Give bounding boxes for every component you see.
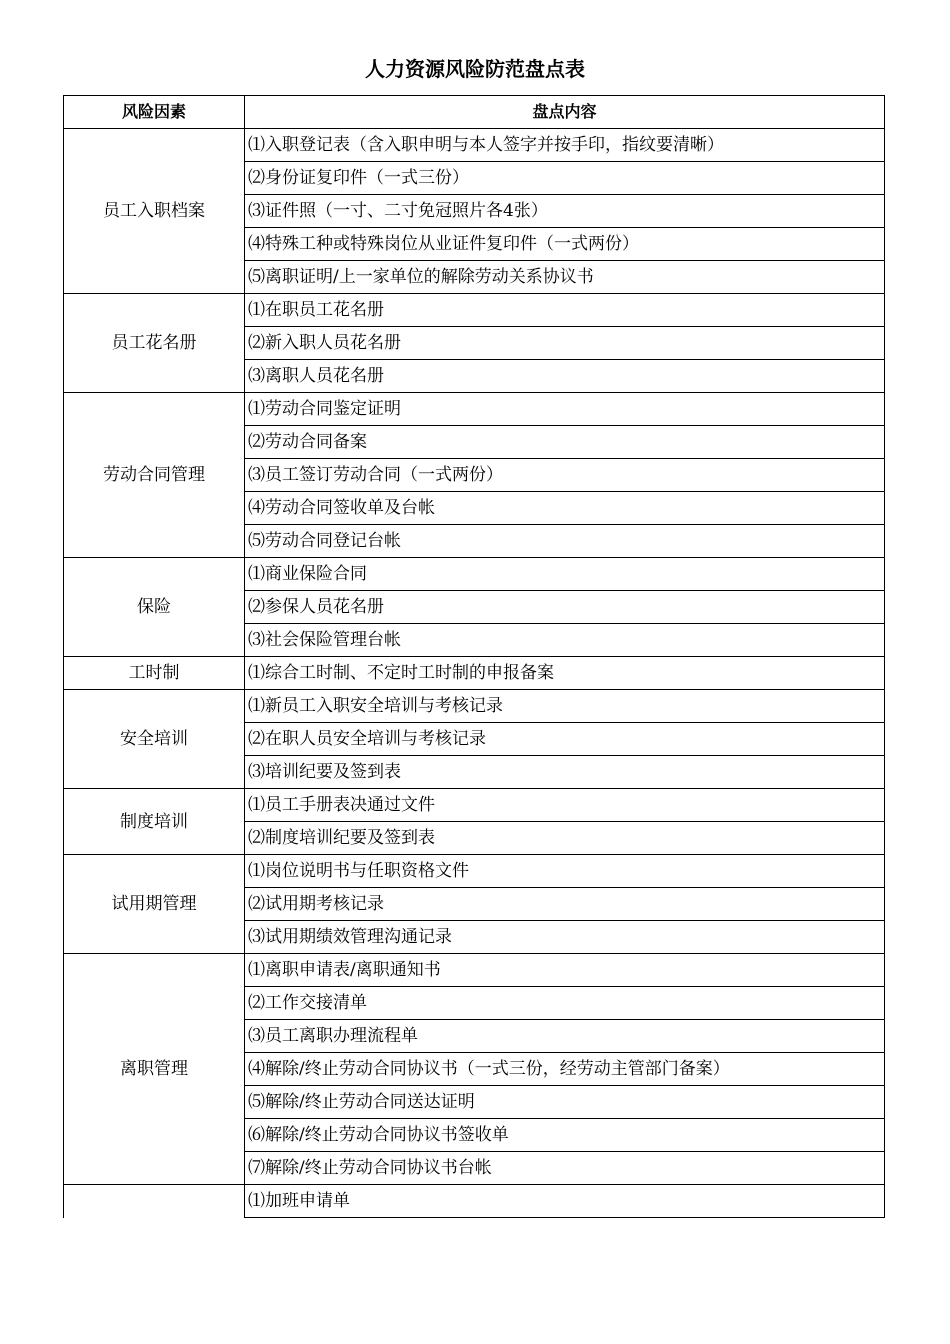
inventory-item-cell: ⑴离职申请表/离职通知书 xyxy=(245,954,885,987)
risk-factor-cell: 保险 xyxy=(64,558,245,657)
inventory-item-cell: ⑷解除/终止劳动合同协议书（一式三份，经劳动主管部门备案） xyxy=(245,1053,885,1086)
inventory-item-cell: ⑶离职人员花名册 xyxy=(245,360,885,393)
risk-inventory-table xyxy=(63,95,885,1218)
inventory-item-cell: ⑴综合工时制、不定时工时制的申报备案 xyxy=(245,657,885,690)
inventory-item-cell: ⑵在职人员安全培训与考核记录 xyxy=(245,723,885,756)
inventory-item-cell: ⑴入职登记表（含入职申明与本人签字并按手印，指纹要清晰） xyxy=(245,129,885,162)
table-row xyxy=(64,558,885,591)
header-inventory-content: 盘点内容 xyxy=(245,96,885,129)
table-row xyxy=(64,954,885,987)
inventory-item-cell: ⑵劳动合同备案 xyxy=(245,426,885,459)
header-row xyxy=(64,96,885,129)
inventory-item-cell: ⑴劳动合同鉴定证明 xyxy=(245,393,885,426)
inventory-item-cell: ⑶试用期绩效管理沟通记录 xyxy=(245,921,885,954)
table-row xyxy=(64,294,885,327)
risk-factor-cell xyxy=(64,1185,245,1218)
risk-factor-cell: 工时制 xyxy=(64,657,245,690)
inventory-item-cell: ⑸劳动合同登记台帐 xyxy=(245,525,885,558)
table-row xyxy=(64,1185,885,1218)
inventory-item-cell: ⑴商业保险合同 xyxy=(245,558,885,591)
header-risk-factor: 风险因素 xyxy=(64,96,245,129)
inventory-item-cell: ⑸离职证明/上一家单位的解除劳动关系协议书 xyxy=(245,261,885,294)
risk-factor-cell: 员工花名册 xyxy=(64,294,245,393)
risk-factor-cell: 离职管理 xyxy=(64,954,245,1185)
inventory-item-cell: ⑺解除/终止劳动合同协议书台帐 xyxy=(245,1152,885,1185)
inventory-item-cell: ⑶社会保险管理台帐 xyxy=(245,624,885,657)
table-row xyxy=(64,657,885,690)
table-body xyxy=(64,129,885,1218)
inventory-item-cell: ⑴在职员工花名册 xyxy=(245,294,885,327)
risk-factor-cell: 员工入职档案 xyxy=(64,129,245,294)
table-row xyxy=(64,690,885,723)
risk-factor-cell: 制度培训 xyxy=(64,789,245,855)
inventory-item-cell: ⑵参保人员花名册 xyxy=(245,591,885,624)
table-row xyxy=(64,855,885,888)
inventory-item-cell: ⑴员工手册表决通过文件 xyxy=(245,789,885,822)
document-title: 人力资源风险防范盘点表 xyxy=(365,57,585,81)
inventory-item-cell: ⑴岗位说明书与任职资格文件 xyxy=(245,855,885,888)
inventory-item-cell: ⑹解除/终止劳动合同协议书签收单 xyxy=(245,1119,885,1152)
inventory-item-cell: ⑶证件照（一寸、二寸免冠照片各4张） xyxy=(245,195,885,228)
risk-factor-cell: 安全培训 xyxy=(64,690,245,789)
inventory-item-cell: ⑶培训纪要及签到表 xyxy=(245,756,885,789)
inventory-item-cell: ⑵新入职人员花名册 xyxy=(245,327,885,360)
inventory-item-cell: ⑶员工离职办理流程单 xyxy=(245,1020,885,1053)
inventory-item-cell: ⑵制度培训纪要及签到表 xyxy=(245,822,885,855)
risk-factor-cell: 劳动合同管理 xyxy=(64,393,245,558)
inventory-item-cell: ⑷劳动合同签收单及台帐 xyxy=(245,492,885,525)
inventory-item-cell: ⑸解除/终止劳动合同送达证明 xyxy=(245,1086,885,1119)
table-row xyxy=(64,789,885,822)
inventory-item-cell: ⑶员工签订劳动合同（一式两份） xyxy=(245,459,885,492)
inventory-item-cell: ⑴加班申请单 xyxy=(245,1185,885,1218)
risk-factor-cell: 试用期管理 xyxy=(64,855,245,954)
inventory-item-cell: ⑵身份证复印件（一式三份） xyxy=(245,162,885,195)
inventory-item-cell: ⑴新员工入职安全培训与考核记录 xyxy=(245,690,885,723)
inventory-item-cell: ⑷特殊工种或特殊岗位从业证件复印件（一式两份） xyxy=(245,228,885,261)
table-row xyxy=(64,129,885,162)
inventory-item-cell: ⑵试用期考核记录 xyxy=(245,888,885,921)
inventory-item-cell: ⑵工作交接清单 xyxy=(245,987,885,1020)
table-row xyxy=(64,393,885,426)
